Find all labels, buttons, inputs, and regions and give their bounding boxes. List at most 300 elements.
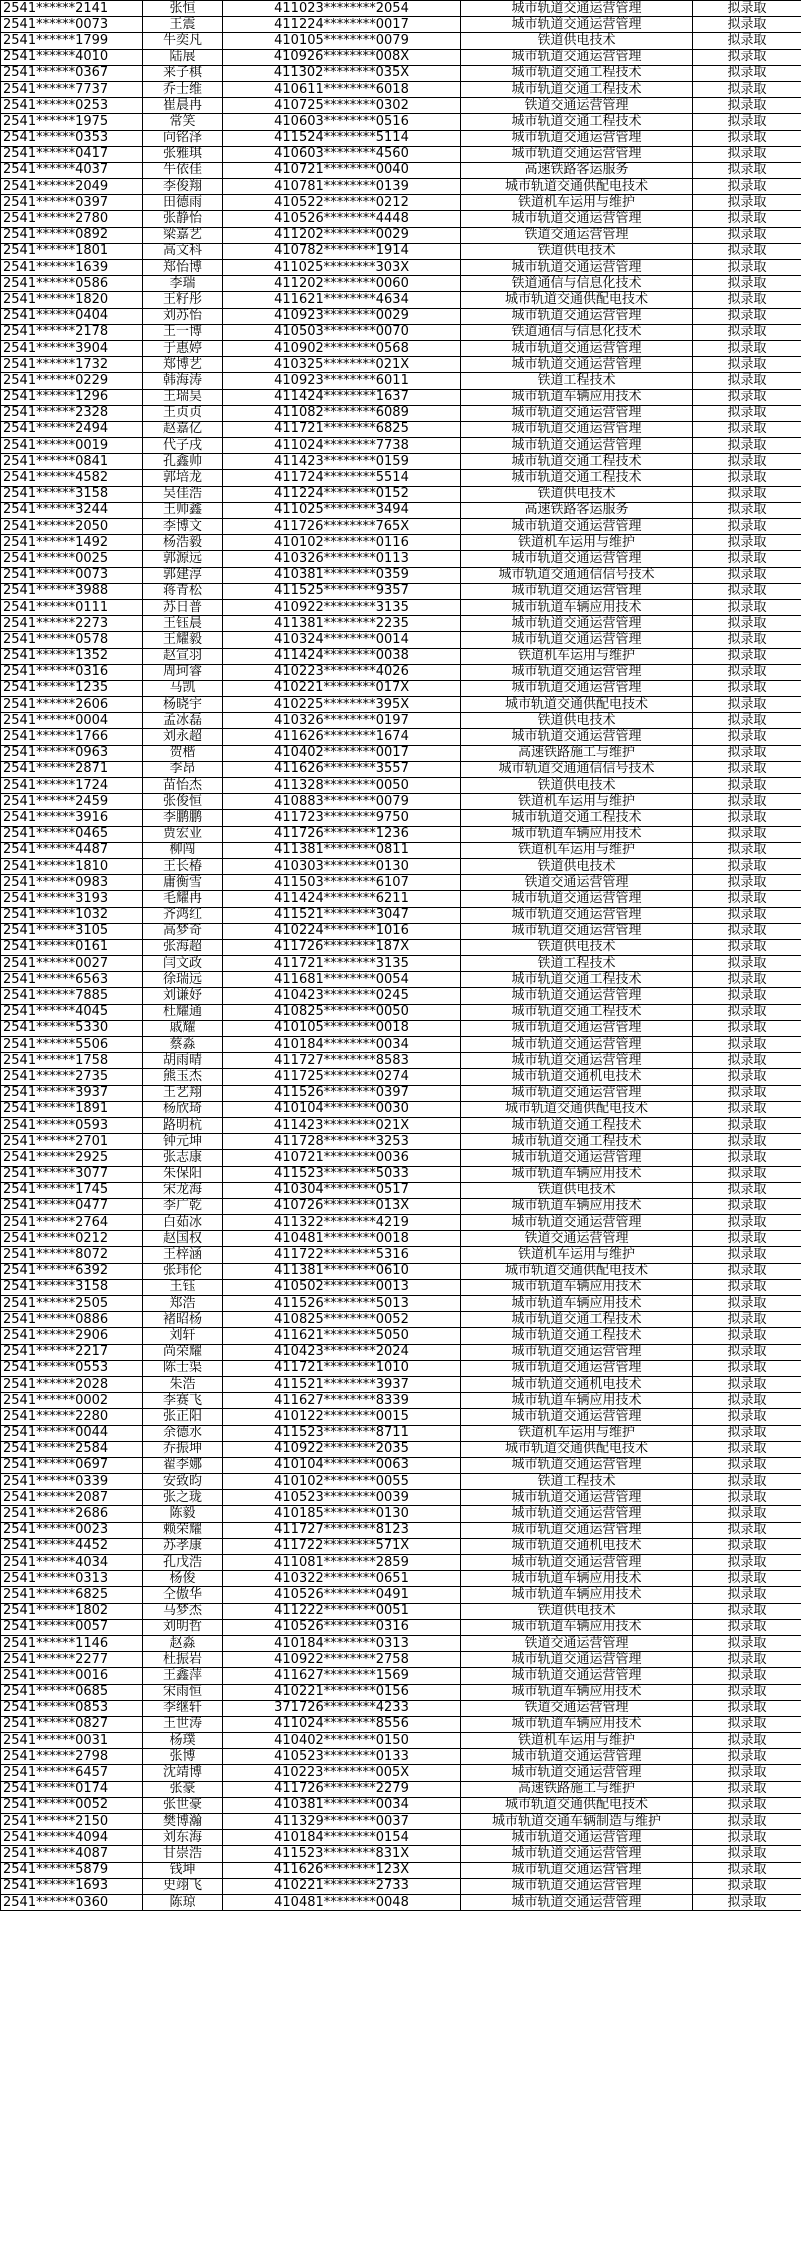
exam-number-cell: 2541******1891 [1, 1101, 143, 1117]
name-cell: 张正阳 [143, 1409, 223, 1425]
id-number-cell: 410402********0150 [223, 1733, 461, 1749]
id-number-cell: 411423********021X [223, 1117, 461, 1133]
status-cell: 拟录取 [693, 1069, 801, 1085]
id-number-cell: 411523********831X [223, 1846, 461, 1862]
table-row [1, 1069, 801, 1085]
exam-number-cell: 2541******2459 [1, 794, 143, 810]
id-number-cell: 410603********0516 [223, 114, 461, 130]
major-cell: 城市轨道交通运营管理 [461, 421, 693, 437]
id-number-cell: 410423********0245 [223, 988, 461, 1004]
name-cell: 余德水 [143, 1425, 223, 1441]
status-cell: 拟录取 [693, 745, 801, 761]
status-cell: 拟录取 [693, 1215, 801, 1231]
exam-number-cell: 2541******4010 [1, 49, 143, 65]
status-cell: 拟录取 [693, 1781, 801, 1797]
status-cell: 拟录取 [693, 1037, 801, 1053]
exam-number-cell: 2541******0031 [1, 1733, 143, 1749]
status-cell: 拟录取 [693, 243, 801, 259]
name-cell: 王长椿 [143, 858, 223, 874]
major-cell: 城市轨道交通工程技术 [461, 1134, 693, 1150]
name-cell: 孔戊浩 [143, 1555, 223, 1571]
table-row [1, 1749, 801, 1765]
status-cell: 拟录取 [693, 616, 801, 632]
exam-number-cell: 2541******1975 [1, 114, 143, 130]
status-cell: 拟录取 [693, 373, 801, 389]
name-cell: 朱浩 [143, 1376, 223, 1392]
exam-number-cell: 2541******0360 [1, 1894, 143, 1910]
name-cell: 张海超 [143, 939, 223, 955]
id-number-cell: 410221********0156 [223, 1684, 461, 1700]
status-cell: 拟录取 [693, 1538, 801, 1554]
major-cell: 城市轨道交通工程技术 [461, 1117, 693, 1133]
table-row [1, 1409, 801, 1425]
status-cell: 拟录取 [693, 17, 801, 33]
exam-number-cell: 2541******0316 [1, 664, 143, 680]
id-number-cell: 410883********0079 [223, 794, 461, 810]
exam-number-cell: 2541******0353 [1, 130, 143, 146]
name-cell: 郑浩 [143, 1296, 223, 1312]
name-cell: 李鹏鹏 [143, 810, 223, 826]
exam-number-cell: 2541******2273 [1, 616, 143, 632]
exam-number-cell: 2541******0057 [1, 1619, 143, 1635]
exam-number-cell: 2541******0697 [1, 1457, 143, 1473]
status-cell: 拟录取 [693, 162, 801, 178]
status-cell: 拟录取 [693, 875, 801, 891]
id-number-cell: 410522********0212 [223, 195, 461, 211]
table-row [1, 1619, 801, 1635]
status-cell: 拟录取 [693, 1053, 801, 1069]
exam-number-cell: 2541******1801 [1, 243, 143, 259]
table-row [1, 1457, 801, 1473]
exam-number-cell: 2541******0027 [1, 956, 143, 972]
major-cell: 城市轨道交通运营管理 [461, 729, 693, 745]
table-row [1, 1474, 801, 1490]
exam-number-cell: 2541******0553 [1, 1360, 143, 1376]
id-number-cell: 410324********0014 [223, 632, 461, 648]
name-cell: 乔士维 [143, 81, 223, 97]
status-cell: 拟录取 [693, 1247, 801, 1263]
exam-number-cell: 2541******4045 [1, 1004, 143, 1020]
major-cell: 城市轨道交通运营管理 [461, 1360, 693, 1376]
table-row [1, 1765, 801, 1781]
exam-number-cell: 2541******0892 [1, 227, 143, 243]
status-cell: 拟录取 [693, 1490, 801, 1506]
major-cell: 城市轨道交通运营管理 [461, 1894, 693, 1910]
major-cell: 城市轨道交通运营管理 [461, 551, 693, 567]
major-cell: 铁道供电技术 [461, 243, 693, 259]
id-number-cell: 410781********0139 [223, 179, 461, 195]
status-cell: 拟录取 [693, 778, 801, 794]
table-row [1, 1894, 801, 1910]
name-cell: 张静怡 [143, 211, 223, 227]
status-cell: 拟录取 [693, 1457, 801, 1473]
status-cell: 拟录取 [693, 1765, 801, 1781]
id-number-cell: 410782********1914 [223, 243, 461, 259]
major-cell: 城市轨道交通运营管理 [461, 680, 693, 696]
exam-number-cell: 2541******8072 [1, 1247, 143, 1263]
major-cell: 铁道机车运用与维护 [461, 195, 693, 211]
major-cell: 城市轨道交通车辆制造与维护 [461, 1814, 693, 1830]
major-cell: 城市轨道交通运营管理 [461, 1555, 693, 1571]
id-number-cell: 410926********008X [223, 49, 461, 65]
name-cell: 乔振坤 [143, 1441, 223, 1457]
status-cell: 拟录取 [693, 842, 801, 858]
status-cell: 拟录取 [693, 1506, 801, 1522]
id-number-cell: 411626********1674 [223, 729, 461, 745]
status-cell: 拟录取 [693, 1182, 801, 1198]
exam-number-cell: 2541******2906 [1, 1328, 143, 1344]
major-cell: 铁道通信与信息化技术 [461, 324, 693, 340]
major-cell: 城市轨道交通运营管理 [461, 1506, 693, 1522]
exam-number-cell: 2541******1693 [1, 1878, 143, 1894]
id-number-cell: 410402********0017 [223, 745, 461, 761]
exam-number-cell: 2541******0212 [1, 1231, 143, 1247]
major-cell: 城市轨道交通运营管理 [461, 438, 693, 454]
id-number-cell: 410922********2035 [223, 1441, 461, 1457]
id-number-cell: 411503********6107 [223, 875, 461, 891]
name-cell: 路明杭 [143, 1117, 223, 1133]
status-cell: 拟录取 [693, 114, 801, 130]
status-cell: 拟录取 [693, 1376, 801, 1392]
name-cell: 张恒 [143, 1, 223, 17]
status-cell: 拟录取 [693, 1555, 801, 1571]
major-cell: 城市轨道交通运营管理 [461, 1150, 693, 1166]
name-cell: 田德雨 [143, 195, 223, 211]
name-cell: 苏孝康 [143, 1538, 223, 1554]
major-cell: 城市轨道交通机电技术 [461, 1538, 693, 1554]
name-cell: 刘谦妤 [143, 988, 223, 1004]
id-number-cell: 411424********0038 [223, 648, 461, 664]
table-row [1, 988, 801, 1004]
exam-number-cell: 2541******2925 [1, 1150, 143, 1166]
table-row [1, 1037, 801, 1053]
exam-number-cell: 2541******3937 [1, 1085, 143, 1101]
table-row [1, 1555, 801, 1571]
id-number-cell: 411202********0060 [223, 276, 461, 292]
table-row [1, 616, 801, 632]
major-cell: 城市轨道车辆应用技术 [461, 1279, 693, 1295]
name-cell: 郑怡博 [143, 260, 223, 276]
name-cell: 安致昀 [143, 1474, 223, 1490]
major-cell: 城市轨道交通供配电技术 [461, 1263, 693, 1279]
exam-number-cell: 2541******3158 [1, 1279, 143, 1295]
status-cell: 拟录取 [693, 1263, 801, 1279]
major-cell: 城市轨道交通运营管理 [461, 1053, 693, 1069]
id-number-cell: 410923********0029 [223, 308, 461, 324]
exam-number-cell: 2541******1802 [1, 1603, 143, 1619]
table-row [1, 1506, 801, 1522]
exam-number-cell: 2541******0161 [1, 939, 143, 955]
status-cell: 拟录取 [693, 1894, 801, 1910]
table-row [1, 1862, 801, 1878]
id-number-cell: 411726********765X [223, 519, 461, 535]
exam-number-cell: 2541******0841 [1, 454, 143, 470]
name-cell: 郭培龙 [143, 470, 223, 486]
status-cell: 拟录取 [693, 1749, 801, 1765]
exam-number-cell: 2541******0004 [1, 713, 143, 729]
exam-number-cell: 2541******2780 [1, 211, 143, 227]
name-cell: 熊玉杰 [143, 1069, 223, 1085]
name-cell: 刘苏怡 [143, 308, 223, 324]
major-cell: 铁道工程技术 [461, 1474, 693, 1490]
id-number-cell: 410526********0491 [223, 1587, 461, 1603]
id-number-cell: 411524********5114 [223, 130, 461, 146]
status-cell: 拟录取 [693, 454, 801, 470]
name-cell: 闫文政 [143, 956, 223, 972]
exam-number-cell: 2541******3988 [1, 583, 143, 599]
status-cell: 拟录取 [693, 1830, 801, 1846]
table-row [1, 1393, 801, 1409]
exam-number-cell: 2541******0685 [1, 1684, 143, 1700]
major-cell: 城市轨道交通工程技术 [461, 810, 693, 826]
name-cell: 郭源远 [143, 551, 223, 567]
exam-number-cell: 2541******2764 [1, 1215, 143, 1231]
exam-number-cell: 2541******5879 [1, 1862, 143, 1878]
major-cell: 城市轨道交通运营管理 [461, 1765, 693, 1781]
table-row [1, 130, 801, 146]
exam-number-cell: 2541******0367 [1, 65, 143, 81]
table-row [1, 1425, 801, 1441]
name-cell: 王籽彤 [143, 292, 223, 308]
exam-number-cell: 2541******1235 [1, 680, 143, 696]
name-cell: 胡雨晴 [143, 1053, 223, 1069]
name-cell: 张志康 [143, 1150, 223, 1166]
id-number-cell: 410102********0116 [223, 535, 461, 551]
exam-number-cell: 2541******2050 [1, 519, 143, 535]
status-cell: 拟录取 [693, 551, 801, 567]
major-cell: 高速铁路客运服务 [461, 162, 693, 178]
major-cell: 城市轨道交通运营管理 [461, 130, 693, 146]
status-cell: 拟录取 [693, 1360, 801, 1376]
name-cell: 刘东海 [143, 1830, 223, 1846]
id-number-cell: 410303********0130 [223, 858, 461, 874]
major-cell: 铁道供电技术 [461, 713, 693, 729]
status-cell: 拟录取 [693, 1441, 801, 1457]
major-cell: 城市轨道交通供配电技术 [461, 179, 693, 195]
status-cell: 拟录取 [693, 1279, 801, 1295]
name-cell: 王艺翔 [143, 1085, 223, 1101]
exam-number-cell: 2541******2150 [1, 1814, 143, 1830]
major-cell: 城市轨道交通运营管理 [461, 1846, 693, 1862]
table-row [1, 1279, 801, 1295]
exam-number-cell: 2541******0174 [1, 1781, 143, 1797]
exam-number-cell: 2541******2701 [1, 1134, 143, 1150]
exam-number-cell: 2541******2871 [1, 761, 143, 777]
name-cell: 郑博艺 [143, 357, 223, 373]
table-row [1, 810, 801, 826]
status-cell: 拟录取 [693, 1312, 801, 1328]
name-cell: 孔鑫帅 [143, 454, 223, 470]
status-cell: 拟录取 [693, 680, 801, 696]
status-cell: 拟录取 [693, 583, 801, 599]
name-cell: 赵淼 [143, 1635, 223, 1651]
table-row [1, 211, 801, 227]
name-cell: 李昂 [143, 761, 223, 777]
name-cell: 杨晓宇 [143, 697, 223, 713]
table-row [1, 260, 801, 276]
name-cell: 代子戌 [143, 438, 223, 454]
name-cell: 甘崇浩 [143, 1846, 223, 1862]
id-number-cell: 410922********2758 [223, 1652, 461, 1668]
status-cell: 拟录取 [693, 130, 801, 146]
major-cell: 铁道供电技术 [461, 1603, 693, 1619]
exam-number-cell: 2541******1799 [1, 33, 143, 49]
status-cell: 拟录取 [693, 1004, 801, 1020]
name-cell: 杜振岩 [143, 1652, 223, 1668]
id-number-cell: 410325********021X [223, 357, 461, 373]
status-cell: 拟录取 [693, 1117, 801, 1133]
exam-number-cell: 2541******0002 [1, 1393, 143, 1409]
status-cell: 拟录取 [693, 357, 801, 373]
exam-number-cell: 2541******0404 [1, 308, 143, 324]
exam-number-cell: 2541******2178 [1, 324, 143, 340]
id-number-cell: 411381********0610 [223, 1263, 461, 1279]
table-row [1, 1166, 801, 1182]
status-cell: 拟录取 [693, 858, 801, 874]
name-cell: 陈毅 [143, 1506, 223, 1522]
admission-list-body [1, 1, 801, 1911]
table-row [1, 1652, 801, 1668]
exam-number-cell: 2541******5330 [1, 1020, 143, 1036]
id-number-cell: 411725********0274 [223, 1069, 461, 1085]
table-row [1, 1781, 801, 1797]
id-number-cell: 410725********0302 [223, 98, 461, 114]
exam-number-cell: 2541******0052 [1, 1797, 143, 1813]
id-number-cell: 410221********2733 [223, 1878, 461, 1894]
table-row [1, 826, 801, 842]
status-cell: 拟录取 [693, 1150, 801, 1166]
major-cell: 铁道机车运用与维护 [461, 648, 693, 664]
status-cell: 拟录取 [693, 713, 801, 729]
id-number-cell: 410221********017X [223, 680, 461, 696]
major-cell: 铁道交通运营管理 [461, 1700, 693, 1716]
status-cell: 拟录取 [693, 1344, 801, 1360]
major-cell: 铁道机车运用与维护 [461, 1247, 693, 1263]
id-number-cell: 411302********035X [223, 65, 461, 81]
status-cell: 拟录取 [693, 1166, 801, 1182]
table-row [1, 1344, 801, 1360]
id-number-cell: 410825********0052 [223, 1312, 461, 1328]
status-cell: 拟录取 [693, 988, 801, 1004]
major-cell: 城市轨道交通供配电技术 [461, 292, 693, 308]
table-row [1, 729, 801, 745]
major-cell: 城市轨道交通运营管理 [461, 1085, 693, 1101]
table-row [1, 648, 801, 664]
major-cell: 城市轨道交通运营管理 [461, 1830, 693, 1846]
exam-number-cell: 2541******2217 [1, 1344, 143, 1360]
table-row [1, 1668, 801, 1684]
table-row [1, 1312, 801, 1328]
major-cell: 城市轨道车辆应用技术 [461, 1296, 693, 1312]
name-cell: 贾宏业 [143, 826, 223, 842]
major-cell: 城市轨道交通工程技术 [461, 1328, 693, 1344]
exam-number-cell: 2541******4087 [1, 1846, 143, 1862]
table-row [1, 98, 801, 114]
name-cell: 刘轩 [143, 1328, 223, 1344]
id-number-cell: 411222********0051 [223, 1603, 461, 1619]
status-cell: 拟录取 [693, 1474, 801, 1490]
major-cell: 城市轨道交通运营管理 [461, 1652, 693, 1668]
exam-number-cell: 2541******1352 [1, 648, 143, 664]
table-row [1, 680, 801, 696]
major-cell: 城市轨道车辆应用技术 [461, 1393, 693, 1409]
name-cell: 孟冰磊 [143, 713, 223, 729]
major-cell: 城市轨道交通运营管理 [461, 1215, 693, 1231]
status-cell: 拟录取 [693, 761, 801, 777]
exam-number-cell: 2541******0044 [1, 1425, 143, 1441]
status-cell: 拟录取 [693, 567, 801, 583]
table-row [1, 1571, 801, 1587]
status-cell: 拟录取 [693, 1134, 801, 1150]
name-cell: 周珂睿 [143, 664, 223, 680]
id-number-cell: 411721********1010 [223, 1360, 461, 1376]
status-cell: 拟录取 [693, 1198, 801, 1214]
table-row [1, 146, 801, 162]
status-cell: 拟录取 [693, 939, 801, 955]
major-cell: 铁道供电技术 [461, 939, 693, 955]
exam-number-cell: 2541******1296 [1, 389, 143, 405]
table-row [1, 842, 801, 858]
id-number-cell: 410223********4026 [223, 664, 461, 680]
table-row [1, 1150, 801, 1166]
exam-number-cell: 2541******3904 [1, 340, 143, 356]
id-number-cell: 410923********6011 [223, 373, 461, 389]
name-cell: 王瑞昊 [143, 389, 223, 405]
id-number-cell: 411329********0037 [223, 1814, 461, 1830]
name-cell: 王一博 [143, 324, 223, 340]
id-number-cell: 411025********303X [223, 260, 461, 276]
major-cell: 城市轨道车辆应用技术 [461, 599, 693, 615]
name-cell: 褚昭杨 [143, 1312, 223, 1328]
major-cell: 铁道交通运营管理 [461, 227, 693, 243]
id-number-cell: 371726********4233 [223, 1700, 461, 1716]
exam-number-cell: 2541******1766 [1, 729, 143, 745]
name-cell: 王贞贞 [143, 405, 223, 421]
major-cell: 城市轨道交通工程技术 [461, 1004, 693, 1020]
id-number-cell: 410326********0113 [223, 551, 461, 567]
major-cell: 城市轨道交通供配电技术 [461, 1101, 693, 1117]
status-cell: 拟录取 [693, 1, 801, 17]
exam-number-cell: 2541******2028 [1, 1376, 143, 1392]
name-cell: 马梦杰 [143, 1603, 223, 1619]
major-cell: 城市轨道交通运营管理 [461, 1457, 693, 1473]
exam-number-cell: 2541******4094 [1, 1830, 143, 1846]
id-number-cell: 411082********6089 [223, 405, 461, 421]
exam-number-cell: 2541******2049 [1, 179, 143, 195]
table-row [1, 907, 801, 923]
id-number-cell: 411024********8556 [223, 1716, 461, 1732]
table-row [1, 1134, 801, 1150]
exam-number-cell: 2541******0025 [1, 551, 143, 567]
exam-number-cell: 2541******7885 [1, 988, 143, 1004]
status-cell: 拟录取 [693, 211, 801, 227]
name-cell: 张俊恒 [143, 794, 223, 810]
major-cell: 城市轨道交通运营管理 [461, 519, 693, 535]
exam-number-cell: 2541******4487 [1, 842, 143, 858]
id-number-cell: 410603********4560 [223, 146, 461, 162]
major-cell: 城市轨道车辆应用技术 [461, 1166, 693, 1182]
table-row [1, 486, 801, 502]
major-cell: 城市轨道车辆应用技术 [461, 1716, 693, 1732]
name-cell: 张雅琪 [143, 146, 223, 162]
table-row [1, 1004, 801, 1020]
name-cell: 蒋青松 [143, 583, 223, 599]
name-cell: 翟李娜 [143, 1457, 223, 1473]
exam-number-cell: 2541******0023 [1, 1522, 143, 1538]
table-row [1, 1296, 801, 1312]
name-cell: 尚荣耀 [143, 1344, 223, 1360]
major-cell: 城市轨道交通运营管理 [461, 357, 693, 373]
